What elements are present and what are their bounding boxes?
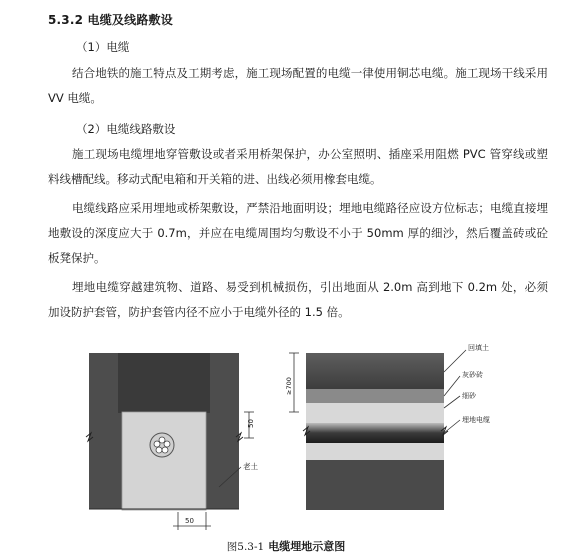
dim-bottom-label: 50 <box>185 517 194 525</box>
label-soil: 老土 <box>243 462 258 471</box>
label-cable: 埋地电缆 <box>462 416 490 424</box>
label-brick: 灰砂砖 <box>462 371 483 379</box>
trench-upper <box>118 353 210 413</box>
paragraph-laying-2: 电缆线路应采用埋地或桥架敷设，严禁沿地面明设；埋地电缆路径应设方位标志；电缆直接埋地敷设的深度应大于 0.7m，并应在电缆周围均匀敷设不小于 50mm 厚的细沙，然后覆盖砖或砼板凳保护。 <box>48 201 548 265</box>
label-sand: 细砂 <box>462 392 476 400</box>
backfill-layer <box>306 353 444 389</box>
sand-bed <box>122 412 206 510</box>
section-heading: 5.3.2 电缆及线路敷设 <box>48 13 173 27</box>
subheading-cable: （1）电缆 <box>76 40 130 54</box>
figure-caption <box>0 538 572 554</box>
buried-cable <box>306 423 444 443</box>
dim-depth-label: ≥700 <box>285 377 293 395</box>
lower-sand-layer <box>306 443 444 460</box>
paragraph-cable: 结合地铁的施工特点及工期考虑，施工现场配置的电缆一律使用铜芯电缆。施工现场干线采用 VV 电缆。 <box>48 66 548 105</box>
cross-section-view <box>86 353 258 530</box>
base-soil <box>306 460 444 510</box>
brick-layer <box>306 389 444 403</box>
cable-bundle <box>150 433 174 457</box>
cable-burial-diagram <box>0 340 572 540</box>
longitudinal-view <box>285 343 490 510</box>
subheading-laying: （2）电缆线路敷设 <box>76 122 176 136</box>
paragraph-laying-1: 施工现场电缆埋地穿管敷设或者采用桥架保护，办公室照明、插座采用阻燃 PVC 管穿线或塑料线槽配线。移动式配电箱和开关箱的进、出线必须用橡套电缆。 <box>48 147 548 186</box>
paragraph-laying-3: 埋地电缆穿越建筑物、道路、易受到机械损伤，引出地面从 2.0m 高到地下 0.2m 处，必须加设防护套管，防护套管内径不应小于电缆外径的 1.5 倍。 <box>48 280 548 319</box>
caption-number: 图5.3-1 <box>226 541 265 553</box>
upper-sand-layer <box>306 403 444 423</box>
caption-title: 电缆埋地示意图 <box>268 540 346 553</box>
dim-side-label: 50 <box>247 419 255 428</box>
label-backfill: 回填土 <box>468 344 489 352</box>
